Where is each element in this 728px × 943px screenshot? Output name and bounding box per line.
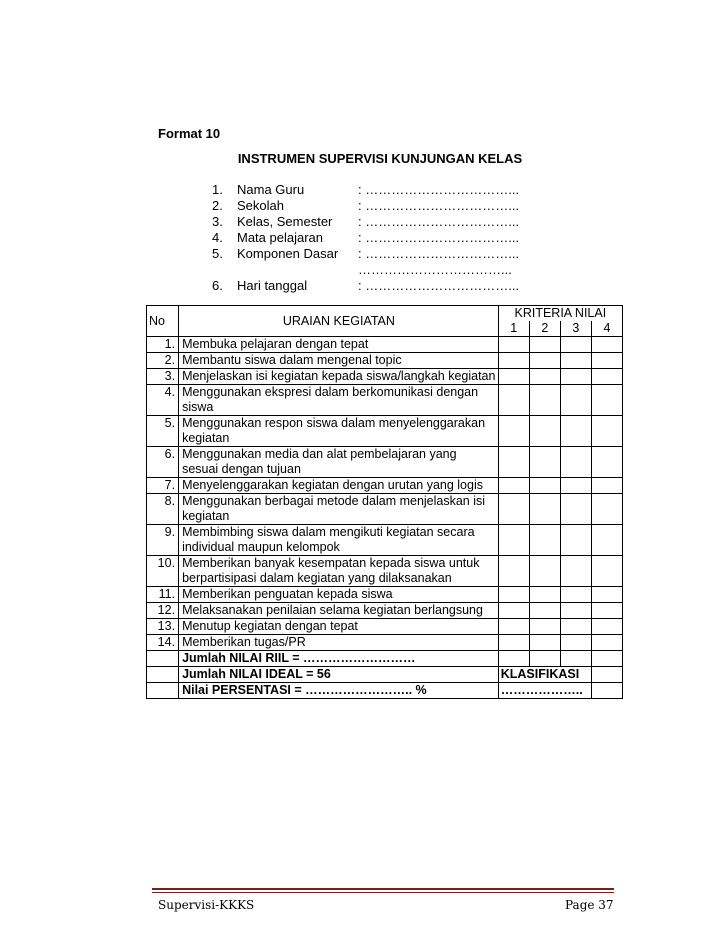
row-text: Membantu siswa dalam mengenal topic	[179, 353, 499, 369]
info-num: 3.	[212, 214, 223, 229]
score-cell[interactable]	[560, 369, 591, 385]
score-cell[interactable]	[529, 447, 560, 478]
score-cell[interactable]	[560, 556, 591, 587]
row-no: 7.	[147, 478, 179, 494]
score-cell[interactable]	[529, 619, 560, 635]
score-cell[interactable]	[591, 369, 622, 385]
supervision-table	[146, 305, 623, 699]
row-no: 10.	[147, 556, 179, 587]
score-cell[interactable]	[591, 619, 622, 635]
row-text: Menggunakan berbagai metode dalam menjelaskan isi kegiatan	[179, 494, 499, 525]
criteria-num: 3	[560, 321, 591, 337]
score-cell[interactable]	[529, 385, 560, 416]
table-row	[147, 478, 623, 494]
row-text: Melaksanakan penilaian selama kegiatan berlangsung	[179, 603, 499, 619]
footer-divider-thin	[152, 892, 614, 893]
score-cell[interactable]	[591, 494, 622, 525]
row-text: Menutup kegiatan dengan tepat	[179, 619, 499, 635]
score-cell[interactable]	[529, 494, 560, 525]
score-cell[interactable]	[591, 385, 622, 416]
score-cell[interactable]	[591, 525, 622, 556]
score-cell[interactable]	[591, 337, 622, 353]
score-cell[interactable]	[560, 603, 591, 619]
row-text: Memberikan banyak kesempatan kepada siswa untuk berpartisipasi dalam kegiatan yang dilaksanakan	[179, 556, 499, 587]
score-cell[interactable]	[560, 587, 591, 603]
header-kriteria: KRITERIA NILAI	[498, 306, 622, 322]
info-num: 4.	[212, 230, 223, 245]
score-cell[interactable]	[529, 603, 560, 619]
score-cell[interactable]	[529, 416, 560, 447]
criteria-num: 4	[591, 321, 622, 337]
score-cell[interactable]	[498, 478, 529, 494]
score-cell[interactable]	[529, 369, 560, 385]
row-text: Membuka pelajaran dengan tepat	[179, 337, 499, 353]
row-text: Menggunakan media dan alat pembelajaran yang sesuai dengan tujuan	[179, 447, 499, 478]
info-value: : ……………………………...	[358, 182, 520, 197]
info-value: : ……………………………...	[358, 214, 520, 229]
row-no: 6.	[147, 447, 179, 478]
summary-row-ideal	[147, 667, 623, 683]
table-row	[147, 447, 623, 478]
info-value: : ……………………………...	[358, 230, 520, 245]
score-cell[interactable]	[498, 447, 529, 478]
summary-row-persentasi	[147, 683, 623, 699]
score-cell[interactable]	[591, 478, 622, 494]
score-cell[interactable]	[560, 447, 591, 478]
row-text: Menggunakan ekspresi dalam berkomunikasi dengan siswa	[179, 385, 499, 416]
row-text: Membimbing siswa dalam mengikuti kegiatan secara individual maupun kelompok	[179, 525, 499, 556]
table-row	[147, 525, 623, 556]
score-cell[interactable]	[498, 385, 529, 416]
score-cell[interactable]	[560, 337, 591, 353]
row-no: 5.	[147, 416, 179, 447]
criteria-num: 1	[498, 321, 529, 337]
score-cell[interactable]	[498, 587, 529, 603]
klasifikasi-value: ………………..	[498, 683, 591, 699]
info-value: : ……………………………...	[358, 246, 520, 261]
score-cell[interactable]	[560, 416, 591, 447]
score-cell[interactable]	[529, 353, 560, 369]
info-num: 1.	[212, 182, 223, 197]
score-cell[interactable]	[498, 556, 529, 587]
row-no: 9.	[147, 525, 179, 556]
score-cell[interactable]	[560, 478, 591, 494]
score-cell[interactable]	[498, 337, 529, 353]
score-cell[interactable]	[498, 525, 529, 556]
info-num: 6.	[212, 278, 223, 293]
document-title: INSTRUMEN SUPERVISI KUNJUNGAN KELAS	[237, 151, 523, 166]
info-value: : ……………………………...	[358, 278, 520, 293]
score-cell[interactable]	[591, 603, 622, 619]
row-no: 14.	[147, 635, 179, 651]
header-uraian: URAIAN KEGIATAN	[179, 306, 499, 337]
score-cell[interactable]	[560, 353, 591, 369]
info-label: Komponen Dasar	[237, 246, 339, 261]
info-label: Sekolah	[237, 198, 284, 213]
score-cell[interactable]	[498, 494, 529, 525]
table-row	[147, 494, 623, 525]
table-row	[147, 385, 623, 416]
footer-divider	[152, 888, 614, 890]
header-no: No	[147, 306, 179, 337]
row-text: Memberikan tugas/PR	[179, 635, 499, 651]
score-cell[interactable]	[560, 525, 591, 556]
score-cell[interactable]	[498, 416, 529, 447]
score-cell[interactable]	[560, 385, 591, 416]
score-cell[interactable]	[529, 478, 560, 494]
summary-row-riil	[147, 651, 623, 667]
row-no: 1.	[147, 337, 179, 353]
info-num: 2.	[212, 198, 223, 213]
table-row	[147, 369, 623, 385]
jumlah-nilai-riil: Jumlah NILAI RIIL = ………………………	[179, 651, 499, 667]
row-no: 8.	[147, 494, 179, 525]
nilai-persentasi: Nilai PERSENTASI = …………………….. %	[179, 683, 499, 699]
score-cell[interactable]	[498, 619, 529, 635]
table-row	[147, 353, 623, 369]
table-row	[147, 635, 623, 651]
info-value: : ……………………………...	[358, 198, 520, 213]
score-cell[interactable]	[591, 447, 622, 478]
score-cell[interactable]	[591, 353, 622, 369]
info-value: ……………………………...	[358, 262, 512, 277]
score-cell[interactable]	[498, 369, 529, 385]
info-label: Mata pelajaran	[237, 230, 323, 245]
footer-page-number: Page 37	[565, 898, 614, 912]
row-text: Memberikan penguatan kepada siswa	[179, 587, 499, 603]
table-row	[147, 556, 623, 587]
row-no: 4.	[147, 385, 179, 416]
score-cell[interactable]	[498, 635, 529, 651]
row-no: 12.	[147, 603, 179, 619]
row-text: Menjelaskan isi kegiatan kepada siswa/langkah kegiatan	[179, 369, 499, 385]
format-label: Format 10	[158, 126, 221, 141]
info-label: Nama Guru	[237, 182, 305, 197]
criteria-num: 2	[529, 321, 560, 337]
table-row	[147, 587, 623, 603]
score-cell[interactable]	[498, 353, 529, 369]
score-cell[interactable]	[560, 635, 591, 651]
info-num: 5.	[212, 246, 223, 261]
score-cell[interactable]	[591, 556, 622, 587]
score-cell[interactable]	[529, 556, 560, 587]
score-cell[interactable]	[529, 587, 560, 603]
table-row	[147, 416, 623, 447]
info-label: Kelas, Semester	[237, 214, 333, 229]
row-text: Menyelenggarakan kegiatan dengan urutan yang logis	[179, 478, 499, 494]
score-cell[interactable]	[529, 337, 560, 353]
table-row	[147, 619, 623, 635]
table-row	[147, 337, 623, 353]
score-cell[interactable]	[498, 603, 529, 619]
score-cell[interactable]	[529, 525, 560, 556]
score-cell[interactable]	[591, 587, 622, 603]
info-label: Hari tanggal	[237, 278, 308, 293]
footer-document-name: Supervisi-KKKS	[158, 898, 255, 912]
row-no: 3.	[147, 369, 179, 385]
score-cell[interactable]	[591, 416, 622, 447]
row-text: Menggunakan respon siswa dalam menyelenggarakan kegiatan	[179, 416, 499, 447]
row-no: 2.	[147, 353, 179, 369]
jumlah-nilai-ideal: Jumlah NILAI IDEAL = 56	[179, 667, 499, 683]
klasifikasi-label: KLASIFIKASI	[498, 667, 591, 683]
score-cell[interactable]	[560, 619, 591, 635]
score-cell[interactable]	[529, 635, 560, 651]
score-cell[interactable]	[591, 635, 622, 651]
score-cell[interactable]	[560, 494, 591, 525]
row-no: 13.	[147, 619, 179, 635]
table-header-row	[147, 306, 623, 322]
row-no: 11.	[147, 587, 179, 603]
table-row	[147, 603, 623, 619]
